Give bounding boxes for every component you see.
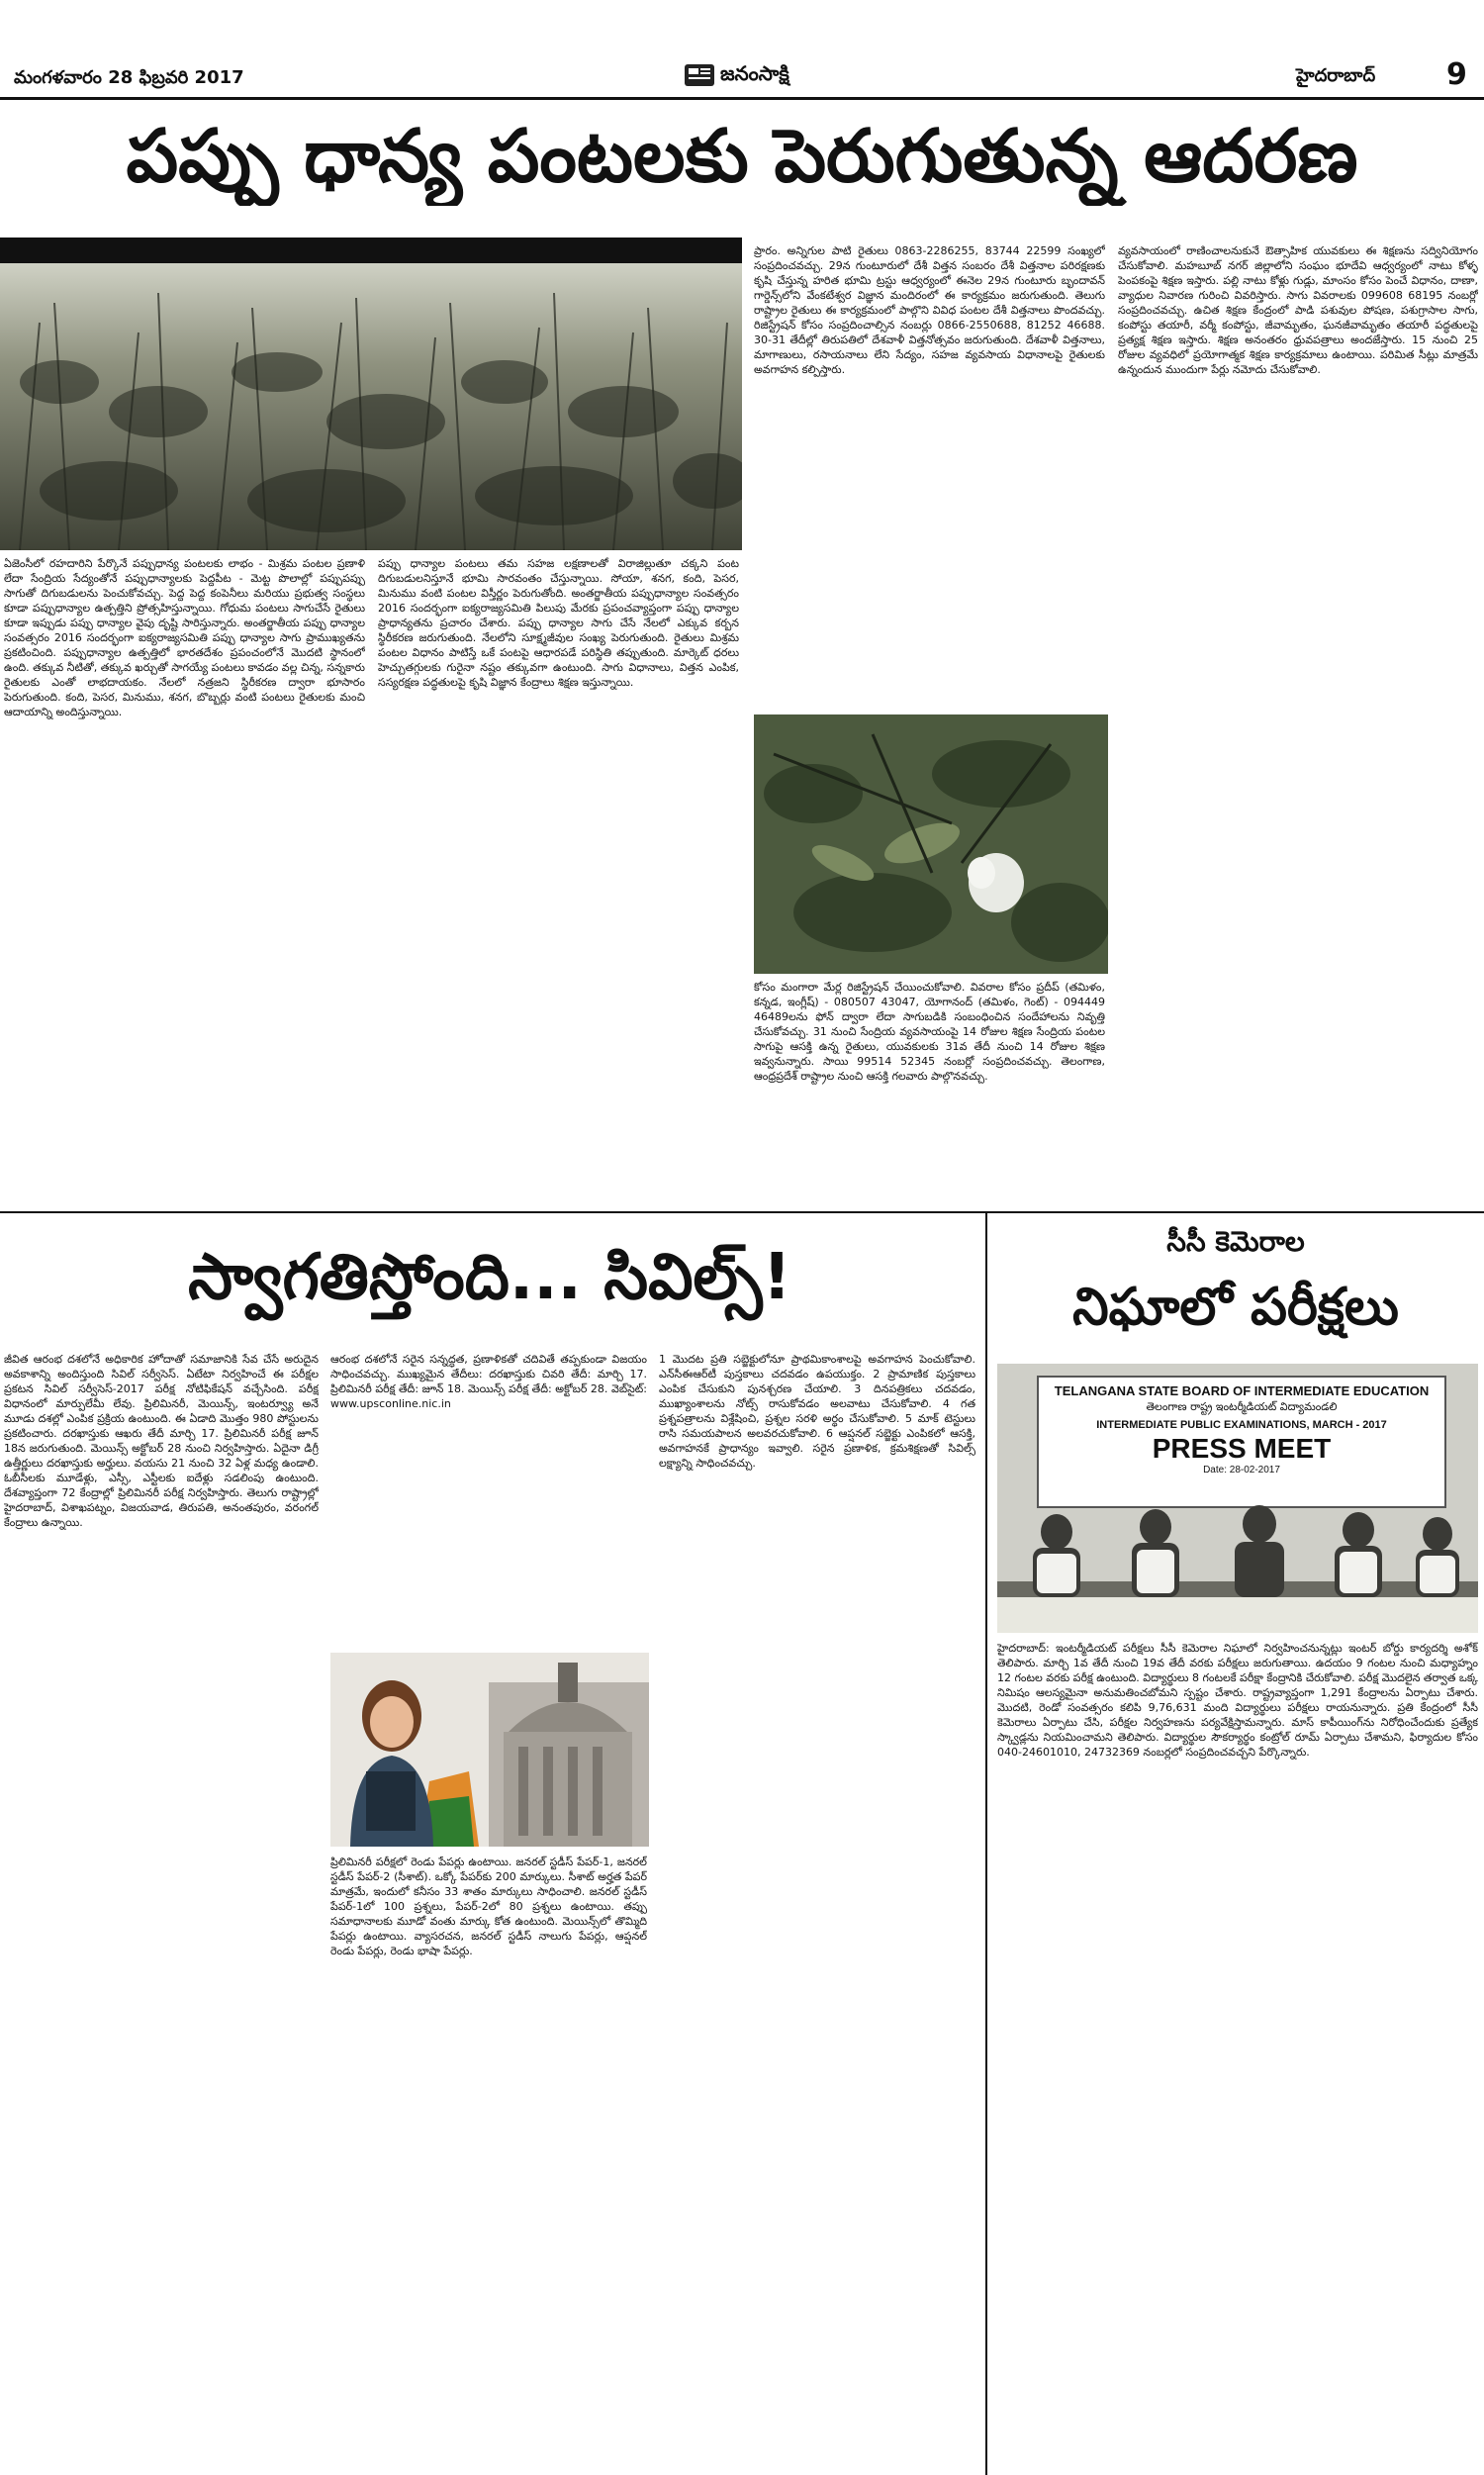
banner-board-name-telugu: తెలంగాణ రాష్ట్ర ఇంటర్మీడియట్ విద్యామండలి xyxy=(1146,1400,1338,1413)
exams-body: హైదరాబాద్: ఇంటర్మీడియట్ పరీక్షలు సీసీ కెమెరాల నిఘాలో నిర్వహించనున్నట్లు ఇంటర్ బోర్డు కార్యదర్శి అశోక్ తెలిపారు. మార్చి 1వ తేదీ నుంచి 19వ తేదీ వరకు పరీక్షలు జరుగుతాయి. ఉదయం 9 గంటల నుంచి మధ్యాహ్నం 12 గంటల వరకు పరీక్ష ఉంటుంది. విద్యార్థులు 8 గంటలకే పరీక్షా కేంద్రానికి చేరుకోవాలి. పరీక్ష మొదలైన తర్వాత ఒక్క నిమిషం ఆలస్యమైనా అనుమతించబోమని స్పష్టం చేశారు. రాష్ట్రవ్యాప్తంగా 1,291 కేంద్రాలను ఏర్పాటు చేశారు. మొదటి, రెండో సంవత్సరం కలిపి 9,76,631 మంది విద్యార్థులు పరీక్షలు రాయనున్నారు. ప్రతి కేంద్రంలో సీసీ కెమెరాలు ఏర్పాటు చేసి, పరీక్షల నిర్వహణను పర్యవేక్షిస్తామన్నారు. మాస్ కాపీయింగ్‌ను నిరోధించేందుకు ప్రత్యేక స్క్వాడ్లను నియమించామని తెలిపారు. విద్యార్థుల సౌకర్యార్థం కంట్రోల్ రూమ్ ఏర్పాటు చేశామని, ఫిర్యాదుల కోసం 040-24601010, 24732369 నంబర్లలో సంప్రదించవచ్చని పేర్కొన్నారు. xyxy=(997,1642,1478,1759)
civils-column-1: జీవిత ఆరంభ దశలోనే అధికారిక హోదాతో సమాజానికి సేవ చేసే అరుదైన అవకాశాన్ని అందిస్తుంది సివిల్ సర్వీసెస్. ఏటేటా నిర్వహించే ఈ పరీక్షల ప్రకటన సివిల్ సర్వీసెస్-2017 పరీక్ష నోటిఫికేషన్ వచ్చేసింది. పరీక్ష విధానంలో మార్పులేమీ లేవు. ప్రిలిమినరీ, మెయిన్స్, ఇంటర్వ్యూ అనే మూడు దశల్లో ఎంపిక ప్రక్రియ ఉంటుంది. ఈ ఏడాది మొత్తం 980 పోస్టులను ప్రకటించారు. దరఖాస్తుకు ఆఖరు తేదీ మార్చి 17. ప్రిలిమినరీ పరీక్ష జూన్ 18న జరుగుతుంది. మెయిన్స్ అక్టోబర్ 28 నుంచి నిర్వహిస్తారు. ఏదైనా డిగ్రీ ఉత్తీర్ణులు దరఖాస్తుకు అర్హులు. వయసు 21 నుంచి 32 ఏళ్ల మధ్య ఉండాలి. ఓబీసీలకు మూడేళ్లు, ఎస్సీ, ఎస్టీలకు ఐదేళ్లు సడలింపు ఉంటుంది. దేశవ్యాప్తంగా 72 కేంద్రాల్లో ప్రిలిమినరీ పరీక్ష నిర్వహిస్తారు. తెలుగు రాష్ట్రాల్లో హైదరాబాద్, విశాఖపట్నం, విజయవాడ, తిరుపతి, అనంతపురం, వరంగల్ కేంద్రాలు ఉన్నాయి. xyxy=(4,1353,319,1529)
section-divider xyxy=(0,1211,1484,1213)
exams-kicker: సీసీ కెమెరాల xyxy=(1166,1225,1305,1258)
masthead-rule xyxy=(0,97,1484,100)
lead-column-3b: కోసం మంగారా మేర్ల రిజిస్ట్రేషన్ చేయించుకోవాలి. వివరాల కోసం ప్రదీప్ (తమిళం, కన్నడ, ఇంగ్లీష్) - 080507 43047, యోగానంద్ (తమిళం, గెంట్) - 094449 46489లను ఫోన్ ద్వారా లేదా సాగుబడికి సంబంధించిన సందేహాలను నివృత్తి చేసుకోవచ్చు. 31 నుంచి సేంద్రియ వ్యవసాయంపై 14 రోజుల శిక్షణ సేంద్రియ పంటల సాగుపై ఆసక్తి ఉన్న రైతులు, యువకులకు 31వ తేదీ నుంచి 14 రోజుల శిక్షణ ఇవ్వనున్నారు. సాయి 99514 52345 నంబర్లో సంప్రదించవచ్చు. తెలంగాణ, ఆంధ్రప్రదేశ్ రాష్ట్రాల నుంచి ఆసక్తి గలవారు పాల్గొనవచ్చు. xyxy=(754,981,1105,1083)
crop-field-photo xyxy=(0,263,742,550)
banner-title: PRESS MEET xyxy=(1152,1433,1332,1464)
exams-headline: నిఘాలో పరీక్షలు xyxy=(1072,1278,1399,1337)
paper-logo xyxy=(683,55,811,95)
photo-top-bar xyxy=(0,238,742,263)
banner-date: Date: 28-02-2017 xyxy=(1203,1465,1280,1475)
banner-board-name: TELANGANA STATE BOARD OF INTERMEDIATE EDUCATION xyxy=(1054,1383,1430,1398)
civils-column-2a: ఆరంభ దశలోనే సరైన సన్నద్ధత, ప్రణాళికతో చదివితే తప్పకుండా విజయం సాధించవచ్చు. ముఖ్యమైన తేదీలు: దరఖాస్తుకు చివరి తేదీ: మార్చి 17. ప్రిలిమినరీ పరీక్ష తేదీ: జూన్ 18. మెయిన్స్ పరీక్ష తేదీ: అక్టోబర్ 28. వెబ్‌సైట్: www.upsconline.nic.in xyxy=(330,1353,647,1410)
press-meet-photo xyxy=(997,1364,1478,1633)
paper-name: జనంసాక్షి xyxy=(720,61,789,85)
lead-column-4: వ్యవసాయంలో రాణించాలనుకునే ఔత్సాహిక యువకులు ఈ శిక్షణను సద్వినియోగం చేసుకోవాలి. మహబూబ్ నగర్ జిల్లాలోని సంఘం భూదేవి ఆధ్వర్యంలో నాటు కోళ్ళ పెంపకంపై శిక్షణ ఇస్తారు. పల్లి నాటు కోళ్లు గుడ్లు, మాంసం కోసం పెంచే విధానం, దాణా, వ్యాధుల నివారణ గురించి వివరిస్తారు. సాగు వివరాలకు 099608 68195 నంబర్లో సంప్రదించవచ్చు. ఉచిత శిక్షణ కేంద్రంలో పాడి పశువుల పోషణ, పశుగ్రాసాల సాగు, కంపోస్టు తయారీ, వర్మీ కంపోస్టు, జీవామృతం, ఘనజీవామృతం తయారీ పద్ధతులపై ప్రత్యక్ష శిక్షణ ఇస్తారు. శిక్షణ అనంతరం ధ్రువపత్రాలు అందజేస్తారు. 15 నుంచి 25 రోజుల వ్యవధిలో ప్రయోగాత్మక శిక్షణ కార్యక్రమాలు ఉంటాయి. పరిమిత సీట్లు మాత్రమే ఉన్నందున ముందుగా పేర్లు నమోదు చేసుకోవాలి. xyxy=(1118,244,1478,376)
edition-name: హైదరాబాద్ xyxy=(1296,65,1376,86)
lead-column-3: ప్రారం. అన్నిగుల పాటి రైతులు 0863-2286255, 83744 22599 సంఖ్యలో సంప్రదించవచ్చు. 29న గుంటూరులో దేశీ విత్తన సంబరం దేశీ విత్తనాల పరిరక్షణకు కృషి చేస్తున్న హరిత భూమి ట్రస్టు ఆధ్వర్యంలో ఈనెల 29న గుంటూరు బృందావన్ గార్డెన్స్‌లోని వేంకటేశ్వర విజ్ఞాన మందిరంలో ఈ కార్యక్రమం జరుగుతుంది. తెలుగు రాష్ట్రాల రైతులు ఈ కార్యక్రమంలో పాల్గొని వివిధ పంటల దేశీ విత్తనాలు పొందవచ్చు. రిజిస్ట్రేషన్ కోసం సంప్రదించాల్సిన నంబర్లు 0866-2550688, 81252 46688. 30-31 తేదీల్లో తిరుపతిలో దేశవాళీ విత్తనోత్సవం జరుగుతుంది. దేశవాళీ విత్తనాలు, మాగాణులు, రసాయనాలు లేని సేద్యం, సహజ వ్యవసాయ విధానాలపై రైతులకు అవగాహన కల్పిస్తారు. xyxy=(754,244,1105,376)
lead-column-1: ఏజెంసీలో రహదారిని పేర్కొనే పప్పుధాన్య పంటలకు లాభం - మిశ్రమ పంటల ప్రణాళి లేదా సేంద్రియ సేద్యంతోనే పప్పుధాన్యాలకు పెద్దపీట - మెట్ట పొలాల్లో పప్పుపప్పు సాగుతో దిగుబడులను పెంచుకోవచ్చు. పెద్ద పెద్ద కంపెనీలు మరియు ప్రభుత్వ సంస్థలు కూడా పప్పుధాన్యాల ఉత్పత్తిని ప్రోత్సహిస్తున్నాయి. గోధుమ పంటలు సాగుచేసే రైతులు కూడా ఇప్పుడు పప్పు ధాన్యాల వైపు దృష్టి సారిస్తున్నారు. అంతర్జాతీయ పప్పు ధాన్యాల సంవత్సరం 2016 సందర్భంగా ఐక్యరాజ్యసమితి పప్పు ధాన్యాల సాగు ప్రాముఖ్యతను ప్రకటించింది. పప్పుధాన్యాల ఉత్పత్తిలో భారతదేశం ప్రపంచంలోనే మొదటి స్థానంలో ఉంది. తక్కువ నీటితో, తక్కువ ఖర్చుతో సాగయ్యే పంటలు కావడం వల్ల చిన్న, సన్నకారు రైతులకు ఎంతో లాభదాయకం. నేలలో నత్రజని స్థిరీకరణ ద్వారా భూసారం పెరుగుతుంది. కంది, పెసర, మినుము, శనగ, బొబ్బర్లు వంటి పంటలు రైతులకు మంచి ఆదాయాన్ని అందిస్తున్నాయి. xyxy=(4,557,365,718)
paper-logo-icon xyxy=(683,58,716,92)
column-divider xyxy=(985,1213,987,2475)
lead-headline: పప్పు ధాన్య పంటలకు పెరుగుతున్న ఆదరణ xyxy=(126,114,1358,199)
civils-headline: స్వాగతిస్తోంది... సివిల్స్! xyxy=(188,1241,791,1314)
banner-subtitle: INTERMEDIATE PUBLIC EXAMINATIONS, MARCH - 2017 xyxy=(1096,1419,1387,1431)
lead-column-2: పప్పు ధాన్యాల పంటలు తమ సహజ లక్షణాలతో విరాజిల్లుతూ చక్కని పంట దిగుబడులనిస్తూనే భూమి సారవంతం చేస్తున్నాయి. సోయా, శనగ, కంది, పెసర, మినుము వంటి పంటల విస్తీర్ణం పెరుగుతోంది. అంతర్జాతీయ పప్పుధాన్యాల సంవత్సరం 2016 సందర్భంగా ఐక్యరాజ్యసమితి పిలుపు మేరకు ప్రపంచవ్యాప్తంగా పప్పు ధాన్యాల ప్రాధాన్యతను ప్రచారం చేశారు. పప్పు ధాన్యాల సాగు చేసే నేలలో ఎక్కువ కర్బన స్థిరీకరణ జరుగుతుంది. నేలలోని సూక్ష్మజీవుల సంఖ్య పెరుగుతుంది. రైతులు మిశ్రమ పంటల విధానం పాటిస్తే ఒకే పంటపై ఆధారపడే పరిస్థితి తప్పుతుంది. మార్కెట్ ధరలు హెచ్చుతగ్గులకు గురైనా నష్టం తక్కువగా ఉంటుంది. సాగు విధానాలు, విత్తన ఎంపిక, సస్యరక్షణ పద్ధతులపై కృషి విజ్ఞాన కేంద్రాలు శిక్షణ ఇస్తున్నాయి. xyxy=(378,557,739,689)
issue-date: మంగళవారం 28 ఫిబ్రవరి 2017 xyxy=(14,67,244,88)
civils-column-3: 1 మొదట ప్రతి సబ్జెక్టులోనూ ప్రాథమికాంశాలపై అవగాహన పెంచుకోవాలి. ఎన్‌సీఈఆర్‌టీ పుస్తకాలు చదవడం ఉపయుక్తం. 2 ప్రామాణిక పుస్తకాలు ఎంపిక చేసుకుని పునశ్చరణ చేయాలి. 3 దినపత్రికలు చదవడం, ముఖ్యాంశాలను నోట్స్ రాసుకోవడం అలవాటు చేసుకోవాలి. 4 గత ప్రశ్నపత్రాలను విశ్లేషించి, ప్రశ్నల సరళి అర్థం చేసుకోవాలి. 5 మాక్ టెస్టులు రాసి సమయపాలన అలవరచుకోవాలి. 6 ఆప్షనల్ సబ్జెక్టు ఎంపికలో ఆసక్తి, అవగాహనకే ప్రాధాన్యం ఇవ్వాలి. సరైన ప్రణాళిక, క్రమశిక్షణతో సివిల్స్ లక్ష్యాన్ని సాధించవచ్చు. xyxy=(659,1353,975,1470)
civils-illustration xyxy=(330,1653,649,1847)
page-number: 9 xyxy=(1446,57,1467,92)
press-meet-people xyxy=(997,1364,1478,1633)
civils-column-2b: ప్రిలిమినరీ పరీక్షలో రెండు పేపర్లు ఉంటాయి. జనరల్ స్టడీస్ పేపర్-1, జనరల్ స్టడీస్ పేపర్-2 (సీశాట్). ఒక్కో పేపర్‌కు 200 మార్కులు. సీశాట్ అర్హత పేపర్ మాత్రమే, ఇందులో కనీసం 33 శాతం మార్కులు సాధించాలి. జనరల్ స్టడీస్ పేపర్-1లో 100 ప్రశ్నలు, పేపర్-2లో 80 ప్రశ్నలు ఉంటాయి. తప్పు సమాధానాలకు మూడో వంతు మార్కు కోత ఉంటుంది. మెయిన్స్‌లో తొమ్మిది పేపర్లు ఉంటాయి. వ్యాసరచన, జనరల్ స్టడీస్ నాలుగు పేపర్లు, ఆప్షనల్ రెండు పేపర్లు, రెండు భాషా పేపర్లు. xyxy=(330,1856,647,1957)
pulse-flower-photo xyxy=(754,714,1108,974)
